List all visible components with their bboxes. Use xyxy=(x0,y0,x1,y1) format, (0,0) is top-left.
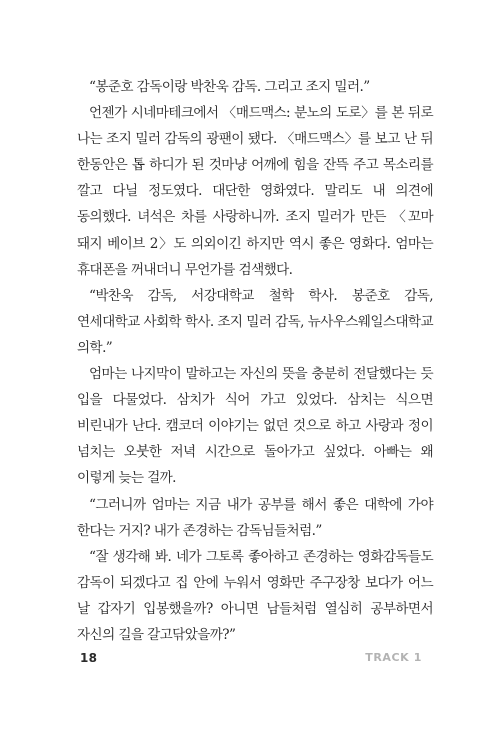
paragraph-1: “봉준호 감독이랑 박찬욱 감독. 그리고 조지 밀러.” xyxy=(89,79,370,95)
paragraph-4: 엄마는 나지막이 말하고는 자신의 뜻을 충분히 전달했다는 듯 입을 다물었다. 삼치가 식어 가고 있었다. 삼치는 식으면 비린내가 난다. 캠코더 이야기는 없던 것으로 하고 사랑과 정이 넘치는 오붓한 저녁 시간으로 돌아가고 싶었다. 아빠는 왜 이렇게 늦는 걸까. xyxy=(77,366,433,487)
paragraph-5: “그러니까 엄마는 지금 내가 공부를 해서 좋은 대학에 가야 한다는 거지? 내가 존경하는 감독님들처럼.” xyxy=(77,496,433,539)
paragraph-3: “박찬욱 감독, 서강대학교 철학 학사. 봉준호 감독, 연세대학교 사회학 학사. 조지 밀러 감독, 뉴사우스웨일스대학교 의학.” xyxy=(77,287,433,356)
running-head: TRACK 1 xyxy=(365,651,422,664)
page-body xyxy=(77,74,433,648)
paragraph-6: “잘 생각해 봐. 네가 그토록 좋아하고 존경하는 영화감독들도 감독이 되겠다고 집 안에 누워서 영화만 주구장창 보다가 어느 날 갑자기 입봉했을까? 아니면 남들처럼 열심히 공부하면서 자신의 길을 갈고닦았을까?” xyxy=(77,548,433,643)
page-number: 18 xyxy=(80,651,98,665)
paragraph-2: 언젠가 시네마테크에서 〈매드맥스: 분노의 도로〉를 본 뒤로 나는 조지 밀러 감독의 광팬이 됐다. 〈매드맥스〉를 보고 난 뒤 한동안은 톱 하디가 된 것마냥 어깨에 힘을 잔뜩 주고 목소리를 깔고 다닐 정도였다. 대단한 영화였다. 말리도 내 의견에 동의했다. 녀석은 차를 사랑하니까. 조지 밀러가 만든 〈꼬마 돼지 베이브 2〉도 의외이긴 하지만 역시 좋은 영화다. 엄마는 휴대폰을 꺼내더니 무언가를 검색했다. xyxy=(77,105,433,278)
page-footer xyxy=(80,651,422,667)
